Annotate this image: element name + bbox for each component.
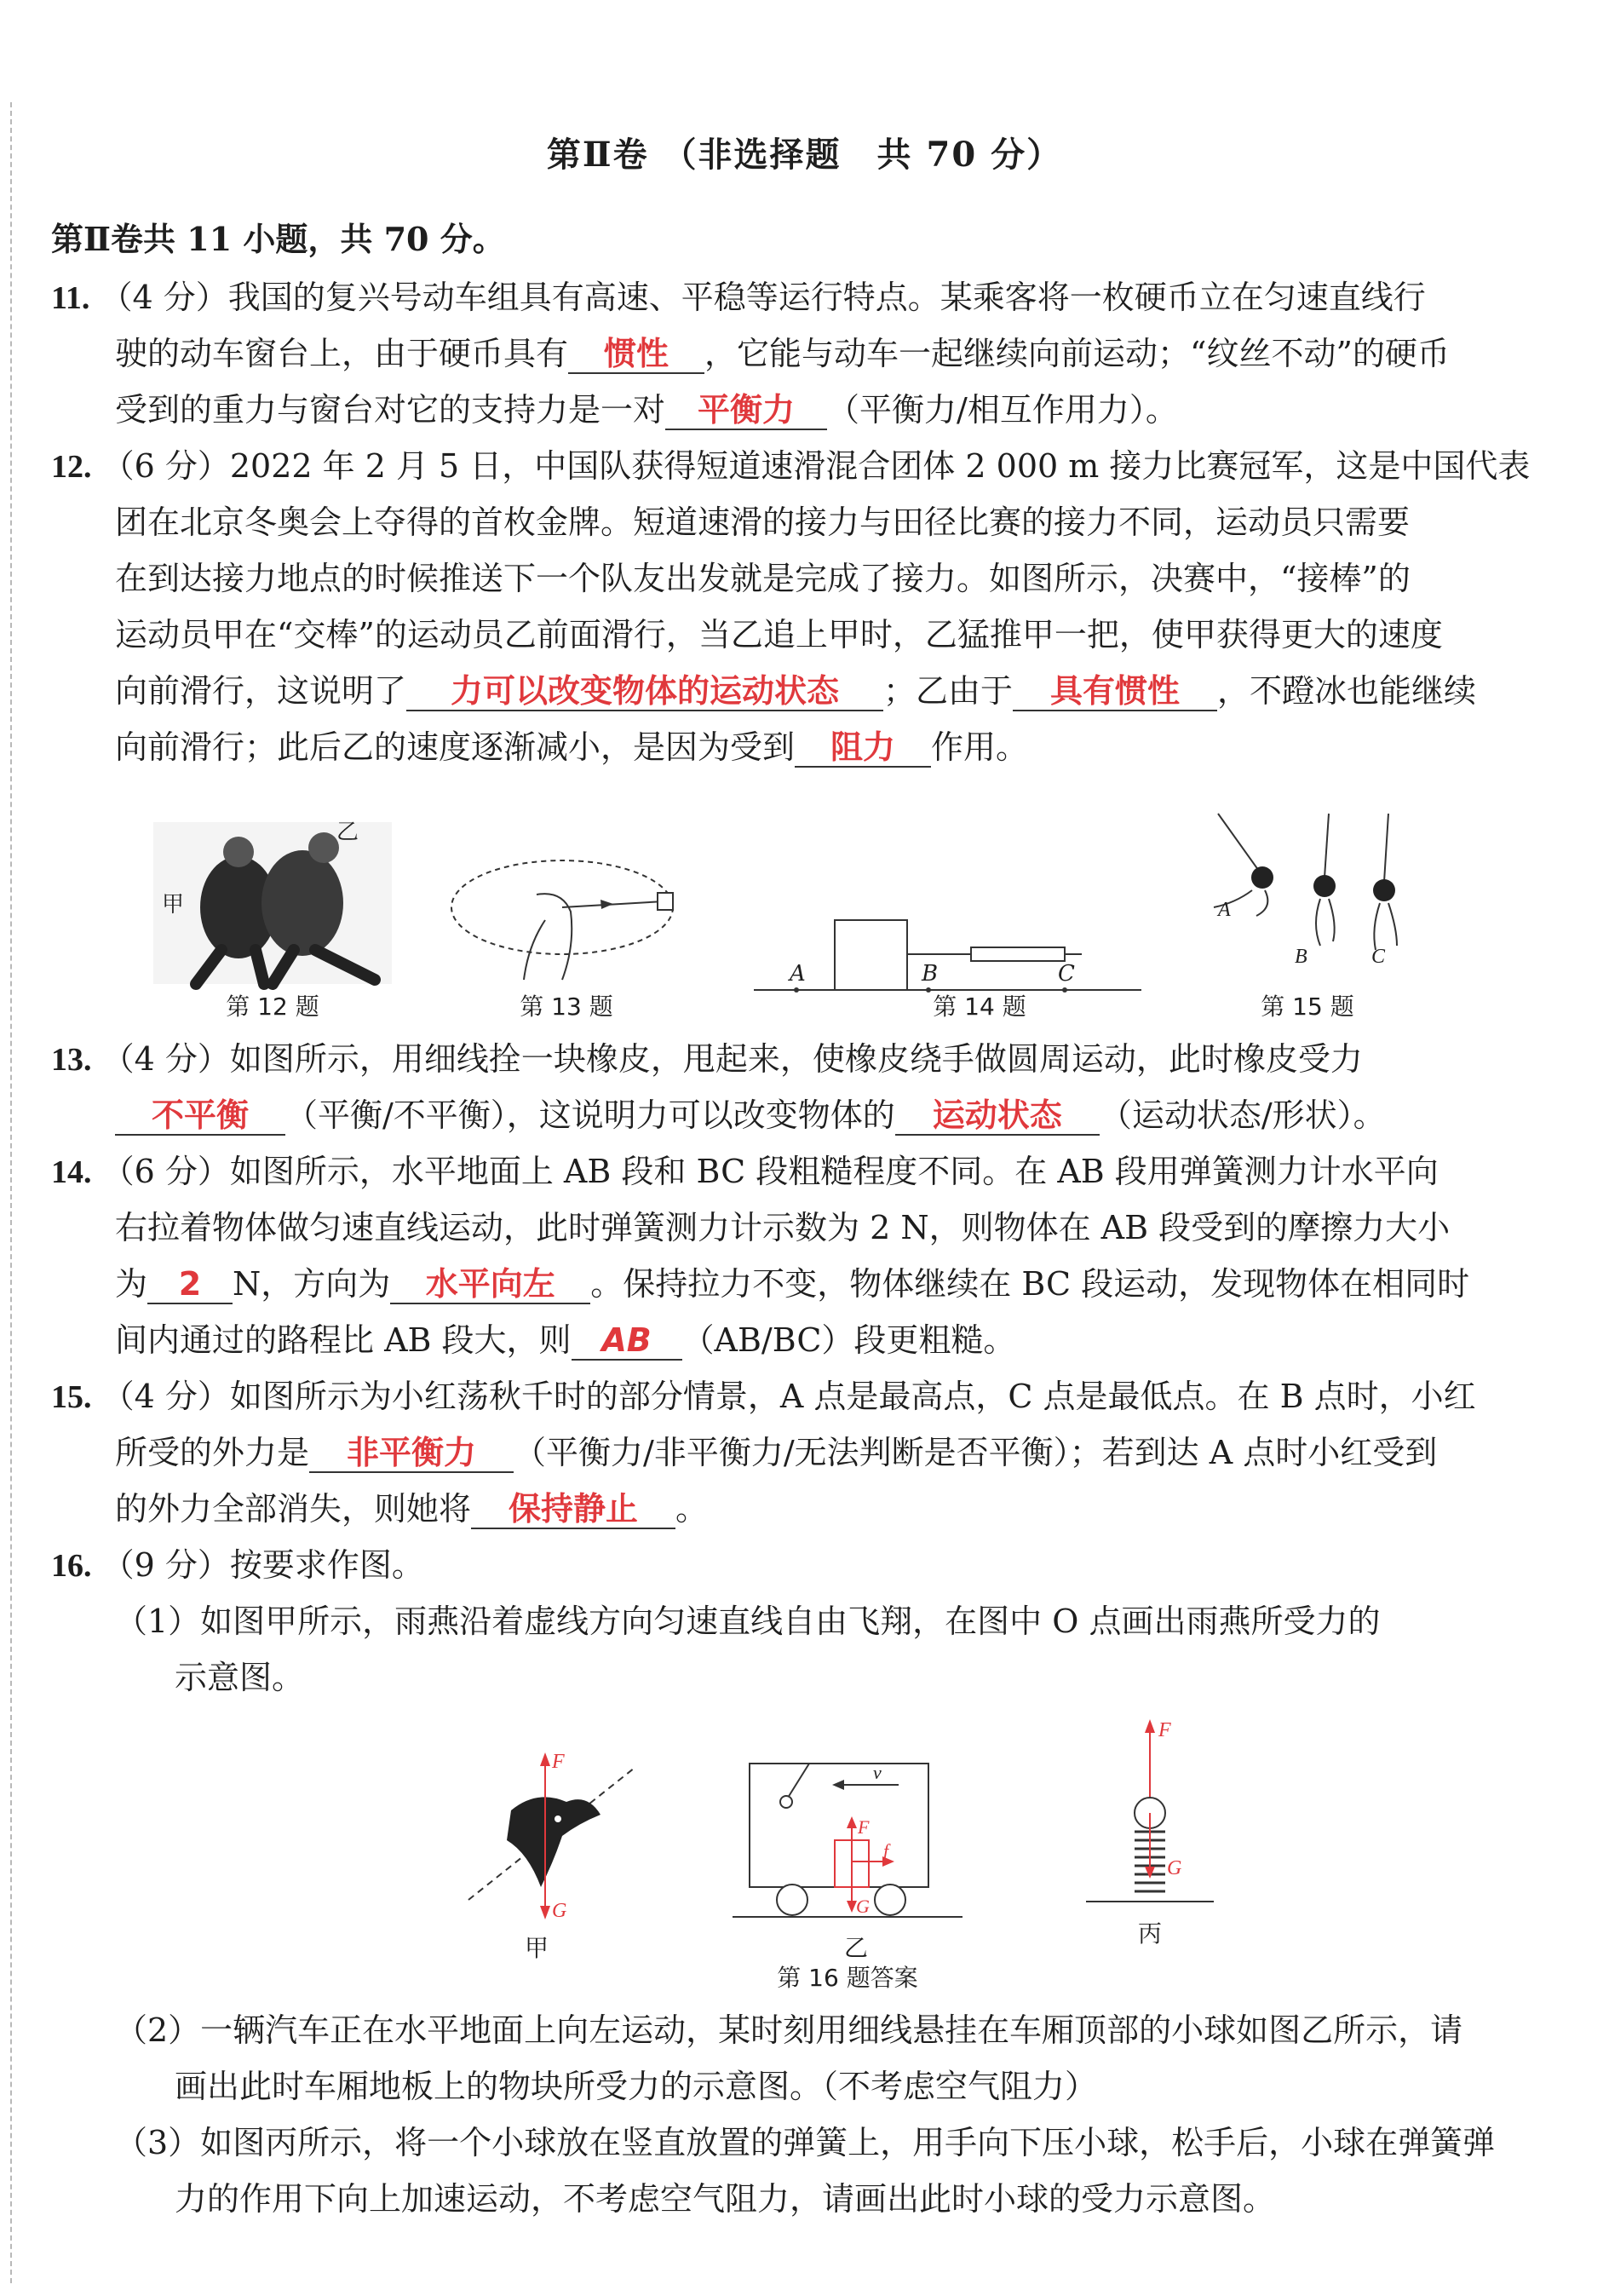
q12-line4: 运动员甲在“交棒”的运动员乙前面滑行，当乙追上甲时，乙猛推甲一把，使甲获得更大的速度 bbox=[115, 616, 1443, 653]
answer-blank: 惯性 bbox=[568, 335, 704, 374]
answer-blank: 平衡力 bbox=[665, 391, 827, 430]
question-number: 14. bbox=[51, 1154, 92, 1190]
label-jia: 甲 bbox=[162, 892, 185, 917]
q13-line2: 不平衡 （平衡/不平衡），这说明力可以改变物体的 运动状态 （运动状态/形状）。 bbox=[115, 1089, 1386, 1136]
q14-line3: 为 2 N，方向为 水平向左 。保持拉力不变，物体继续在 BC 段运动，发现物体在相同时 bbox=[115, 1265, 1470, 1303]
q12-line1: 12. （6 分）2022 年 2 月 5 日，中国队获得短道速滑混合团体 2 000 m 接力比赛冠军，这是中国代表 bbox=[51, 447, 1531, 485]
q12-line3: 在到达接力地点的时候推送下一个队友出发就是完成了接力。如图所示，决赛中，“接棒”的 bbox=[115, 560, 1411, 597]
q11-line1: 11. （4 分）我国的复兴号动车组具有高速、平稳等运行特点。某乘客将一枚硬币立在匀速直线行 bbox=[51, 279, 1426, 316]
caption-14: 第 14 题 bbox=[933, 993, 1026, 1021]
label-a: A bbox=[790, 961, 806, 987]
q16-part3-line2: 力的作用下向上加速运动，不考虑空气阻力，请画出此时小球的受力示意图。 bbox=[175, 2180, 1276, 2218]
label-b: B bbox=[1295, 946, 1307, 968]
q12-line5: 向前滑行，这说明了 力可以改变物体的运动状态 ；乙由于 具有惯性 ，不蹬冰也能继续 bbox=[115, 672, 1477, 710]
answer-blank: 运动状态 bbox=[895, 1096, 1100, 1136]
q16-part3-line1: （3）如图丙所示，将一个小球放在竖直放置的弹簧上，用手向下压小球，松手后，小球在弹簧弹 bbox=[115, 2124, 1496, 2161]
section-title: 第Ⅱ卷 （非选择题 共 70 分） bbox=[546, 135, 1063, 175]
caption-16-answer: 第 16 题答案 bbox=[777, 1964, 918, 1992]
question-number: 12. bbox=[51, 449, 92, 485]
caption-15: 第 15 题 bbox=[1261, 993, 1354, 1021]
label-g: G bbox=[552, 1900, 567, 1922]
label-f: F bbox=[1158, 1719, 1171, 1741]
figure-14-spring-scale bbox=[750, 912, 1150, 997]
caption-12: 第 12 题 bbox=[226, 993, 319, 1021]
caption-13: 第 13 题 bbox=[520, 993, 613, 1021]
label-bing: 丙 bbox=[1137, 1919, 1162, 1948]
q16-part1-line2: 示意图。 bbox=[175, 1659, 305, 1696]
label-jia: 甲 bbox=[524, 1934, 549, 1962]
answer-blank: 具有惯性 bbox=[1013, 672, 1217, 711]
answer-blank: 阻力 bbox=[795, 728, 931, 768]
q12-line6: 向前滑行；此后乙的速度逐渐减小，是因为受到 阻力 作用。 bbox=[115, 728, 1029, 766]
figure-12-skaters bbox=[145, 814, 400, 993]
q11-line2: 驶的动车窗台上，由于硬币具有 惯性 ，它能与动车一起继续向前运动；“纹丝不动”的硬币 bbox=[115, 335, 1450, 372]
q15-line2: 所受的外力是 非平衡力 （平衡力/非平衡力/无法判断是否平衡）；若到达 A 点时小红受到 bbox=[115, 1434, 1438, 1471]
q11-line3: 受到的重力与窗台对它的支持力是一对 平衡力 （平衡力/相互作用力）。 bbox=[115, 391, 1178, 429]
q16-part2-line1: （2）一辆汽车正在水平地面上向左运动，某时刻用细线悬挂在车厢顶部的小球如图乙所示，请 bbox=[115, 2011, 1463, 2049]
figure-15-swing bbox=[1192, 805, 1414, 975]
label-a: A bbox=[1218, 899, 1231, 921]
binding-margin bbox=[10, 102, 12, 2283]
q16-line1: 16. （9 分）按要求作图。 bbox=[51, 1546, 424, 1584]
answer-blank: 2 bbox=[147, 1265, 233, 1304]
label-c: C bbox=[1058, 961, 1075, 987]
answer-blank: 保持静止 bbox=[471, 1490, 675, 1529]
q14-line1: 14. （6 分）如图所示，水平地面上 AB 段和 BC 段粗糙程度不同。在 AB 段用弹簧测力计水平向 bbox=[51, 1153, 1439, 1190]
label-f: F bbox=[552, 1751, 565, 1773]
answer-blank: 不平衡 bbox=[115, 1096, 285, 1136]
q14-line4: 间内通过的路程比 AB 段大，则 AB （AB/BC）段更粗糙。 bbox=[115, 1321, 1016, 1359]
answer-blank: 水平向左 bbox=[390, 1265, 590, 1304]
section-intro: 第Ⅱ卷共 11 小题，共 70 分。 bbox=[51, 220, 505, 258]
label-g: G bbox=[856, 1896, 870, 1917]
q12-line2: 团在北京冬奥会上夺得的首枚金牌。短道速滑的接力与田径比赛的接力不同，运动员只需要 bbox=[115, 504, 1411, 541]
label-b: B bbox=[922, 961, 939, 987]
label-yi: 乙 bbox=[336, 820, 359, 844]
question-number: 16. bbox=[51, 1548, 92, 1584]
q14-line2: 右拉着物体做匀速直线运动，此时弹簧测力计示数为 2 N，则物体在 AB 段受到的摩擦力大小 bbox=[115, 1209, 1451, 1246]
answer-blank: AB bbox=[572, 1321, 682, 1361]
label-g: G bbox=[1167, 1857, 1182, 1879]
q16-part1-line1: （1）如图甲所示，雨燕沿着虚线方向匀速直线自由飞翔，在图中 O 点画出雨燕所受力的 bbox=[115, 1603, 1381, 1640]
label-c: C bbox=[1371, 946, 1386, 968]
label-yi: 乙 bbox=[843, 1934, 868, 1962]
label-f: F bbox=[858, 1816, 870, 1838]
label-friction: f bbox=[883, 1840, 889, 1862]
q15-line3: 的外力全部消失，则她将 保持静止 。 bbox=[115, 1490, 709, 1528]
figure-16-jia-swift bbox=[460, 1742, 647, 1938]
question-number: 15. bbox=[51, 1379, 92, 1415]
figure-13-circular-motion bbox=[443, 843, 690, 988]
question-number: 11. bbox=[51, 280, 90, 316]
question-number: 13. bbox=[51, 1042, 92, 1078]
q15-line1: 15. （4 分）如图所示为小红荡秋千时的部分情景，A 点是最高点，C 点是最低点。在 B 点时，小红 bbox=[51, 1378, 1476, 1415]
q16-part2-line2: 画出此时车厢地板上的物块所受力的示意图。（不考虑空气阻力） bbox=[175, 2068, 1098, 2105]
figure-16-yi-car bbox=[728, 1755, 967, 1934]
label-v: v bbox=[873, 1762, 882, 1783]
q13-line1: 13. （4 分）如图所示，用细线拴一块橡皮，甩起来，使橡皮绕手做圆周运动，此时橡皮受力 bbox=[51, 1040, 1363, 1078]
answer-blank: 力可以改变物体的运动状态 bbox=[406, 672, 883, 711]
answer-blank: 非平衡力 bbox=[309, 1434, 514, 1473]
figure-16-bing-spring bbox=[1082, 1712, 1218, 1925]
